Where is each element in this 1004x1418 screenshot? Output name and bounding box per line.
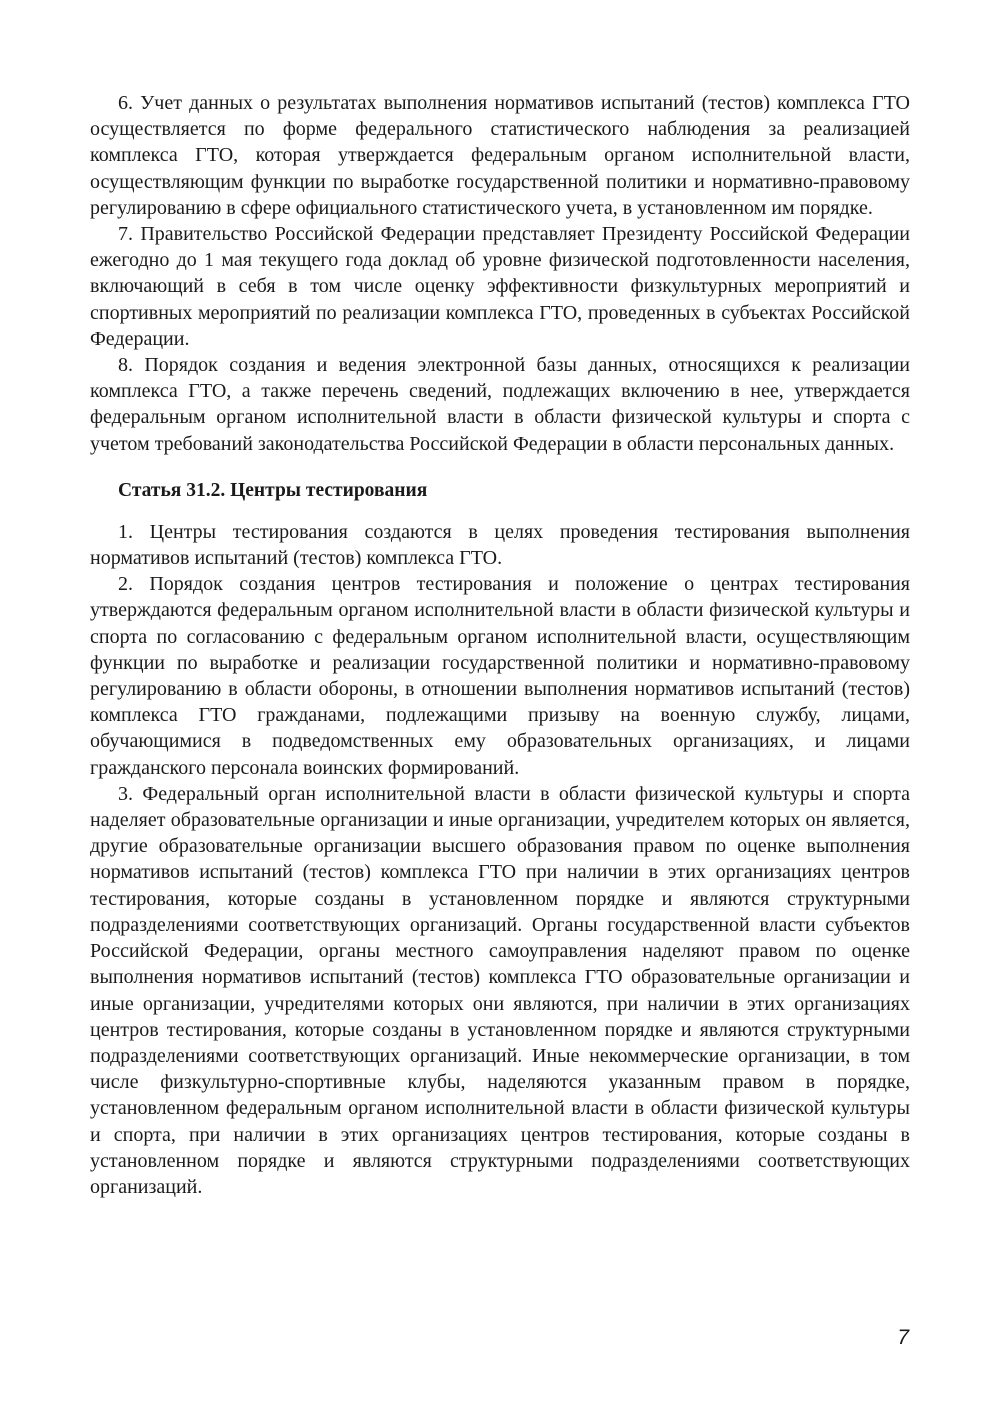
document-body [90,90,910,1200]
paragraph-6: 6. Учет данных о результатах выполнения нормативов испытаний (тестов) комплекса ГТО осуществляется по форме федерального статистического наблюдения за реализацией комплекса ГТО, которая утверждается федеральным органом исполнительной власти, осуществляющим функции по выработке государственной политики и нормативно-правовому регулированию в сфере официального статистического учета, в установленном им порядке. [90,92,910,219]
article-paragraph-2: 2. Порядок создания центров тестирования и положение о центрах тестирования утверждаются федеральным органом исполнительной власти в области физической культуры и спорта по согласованию с федеральным органом исполнительной власти, осуществляющим функции по выработке и реализации государственной политики и нормативно-правовому регулированию в области обороны, в отношении выполнения нормативов испытаний (тестов) комплекса ГТО гражданами, подлежащими призыву на военную службу, лицами, обучающимися в подведомственных ему образовательных организациях, и лицами гражданского персонала воинских формирований. [90,573,910,779]
article-paragraph-3: 3. Федеральный орган исполнительной власти в области физической культуры и спорта наделяет образовательные организации и иные организации, учредителем которых он является, другие образовательные организации высшего образования правом по оценке выполнения нормативов испытаний (тестов) комплекса ГТО при наличии в этих организациях центров тестирования, которые созданы в установленном порядке и являются структурными подразделениями соответствующих организаций. Органы государственной власти субъектов Российской Федерации, органы местного самоуправления наделяют правом по оценке выполнения нормативов испытаний (тестов) комплекса ГТО образовательные организации и иные организации, учредителями которых они являются, при наличии в этих организациях центров тестирования, которые созданы в установленном порядке и являются структурными подразделениями соответствующих организаций. Иные некоммерческие организации, в том числе физкультурно-спортивные клубы, наделяются указанным правом в порядке, установленном федеральным органом исполнительной власти в области физической культуры и спорта, при наличии в этих организациях центров тестирования, которые созданы в установленном порядке и являются структурными подразделениями соответствующих организаций. [90,782,910,1198]
paragraph-7: 7. Правительство Российской Федерации представляет Президенту Российской Федерации ежегодно до 1 мая текущего года доклад об уровне физической подготовленности населения, включающий в себя в том числе оценку эффективности физкультурных мероприятий и спортивных мероприятий по реализации комплекса ГТО, проведенных в субъектах Российской Федерации. [90,223,910,350]
paragraph-8: 8. Порядок создания и ведения электронной базы данных, относящихся к реализации комплекса ГТО, а также перечень сведений, подлежащих включению в нее, утверждается федеральным органом исполнительной власти в области физической культуры и спорта с учетом требований законодательства Российской Федерации в области персональных данных. [90,354,910,455]
article-paragraph-1: 1. Центры тестирования создаются в целях проведения тестирования выполнения нормативов испытаний (тестов) комплекса ГТО. [90,520,910,570]
article-heading: Статья 31.2. Центры тестирования [118,479,428,501]
page-number: 7 [897,1326,909,1349]
